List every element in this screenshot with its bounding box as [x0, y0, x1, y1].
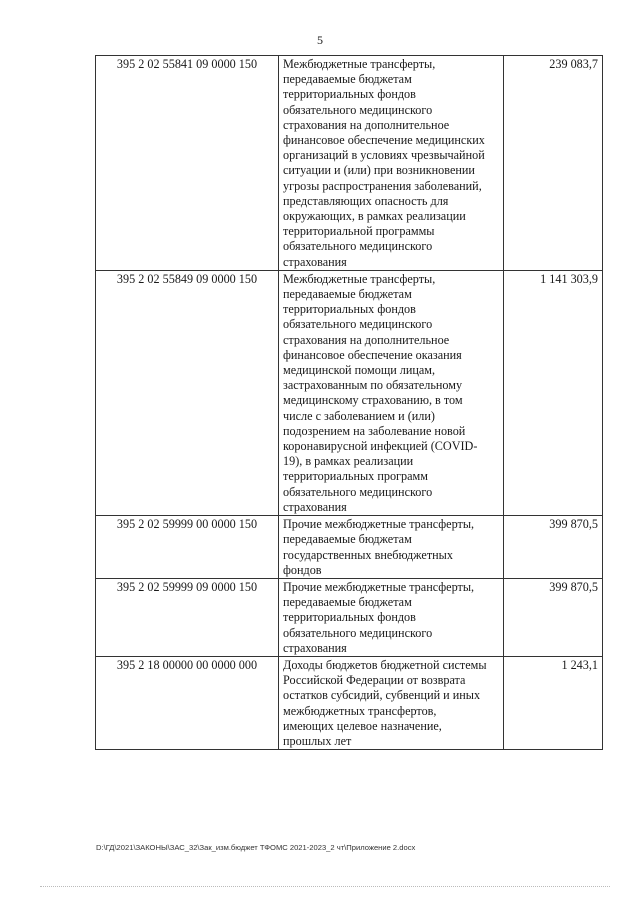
description-line: подозрением на заболевание новой	[283, 423, 466, 438]
amount-cell: 399 870,5	[504, 516, 603, 579]
description-line: числе с заболеванием и (или)	[283, 408, 435, 423]
table-body	[96, 56, 603, 750]
description-line: ситуации и (или) при возникновении	[283, 163, 475, 178]
description-line: передаваемые бюджетам	[283, 72, 412, 87]
description-line: обязательного медицинского	[283, 239, 433, 254]
description-line: страхования на дополнительное	[283, 117, 450, 132]
page-number: 5	[317, 33, 323, 47]
description-line: обязательного медицинского	[283, 484, 433, 499]
description-line: территориальной программы	[283, 224, 435, 239]
description-line: имеющих целевое назначение,	[283, 718, 442, 733]
description-cell	[279, 56, 504, 271]
description-line: территориальных программ	[283, 469, 428, 484]
amount-cell: 239 083,7	[504, 56, 603, 271]
description-cell	[279, 578, 504, 656]
description-cell	[279, 270, 504, 515]
description-line: представляющих опасность для	[283, 193, 449, 208]
description-line: коронавирусной инфекцией (COVID-	[283, 439, 478, 454]
description-line: страхования	[283, 499, 347, 514]
description-line: Российской Федерации от возврата	[283, 673, 466, 688]
description-line: передаваемые бюджетам	[283, 595, 412, 610]
budget-table	[95, 55, 603, 750]
description-line: медицинскому страхованию, в том	[283, 393, 463, 408]
description-line: Доходы бюджетов бюджетной системы	[283, 657, 487, 672]
description-line: страхования на дополнительное	[283, 332, 450, 347]
description-line: передаваемые бюджетам	[283, 532, 412, 547]
description-line: обязательного медицинского	[283, 102, 433, 117]
classification-code-cell: 395 2 02 59999 00 0000 150	[96, 516, 279, 579]
description-line: медицинской помощи лицам,	[283, 363, 436, 378]
description-line: обязательного медицинского	[283, 625, 433, 640]
description-cell	[279, 516, 504, 579]
description-line: финансовое обеспечение оказания	[283, 347, 462, 362]
description-line: государственных внебюджетных	[283, 547, 453, 562]
description-line: 19), в рамках реализации	[283, 454, 414, 469]
description-line: Прочие межбюджетные трансферты,	[283, 579, 475, 594]
description-line: окружающих, в рамках реализации	[283, 209, 466, 224]
description-line: прошлых лет	[283, 733, 352, 748]
description-line: страхования	[283, 254, 347, 269]
description-line: страхования	[283, 640, 347, 655]
classification-code-cell: 395 2 18 00000 00 0000 000	[96, 656, 279, 749]
description-line: Межбюджетные трансферты,	[283, 57, 436, 71]
classification-code-cell: 395 2 02 55841 09 0000 150	[96, 56, 279, 271]
table-row	[96, 656, 603, 749]
description-line: фондов	[283, 562, 322, 577]
description-cell	[279, 656, 504, 749]
description-line: угрозы распространения заболеваний,	[283, 178, 482, 193]
table-row	[96, 578, 603, 656]
amount-cell: 1 141 303,9	[504, 270, 603, 515]
scan-artifact-line	[40, 886, 610, 887]
amount-cell: 399 870,5	[504, 578, 603, 656]
description-line: Межбюджетные трансферты,	[283, 271, 436, 286]
table-row	[96, 270, 603, 515]
footer-file-path: D:\ГД\2021\ЗАКОНЫ\ЗАС_32\Зак_изм.бюджет ТФОМС 2021-2023_2 чт\Приложение 2.docx	[96, 843, 416, 852]
table-row	[96, 56, 603, 271]
classification-code-cell: 395 2 02 59999 09 0000 150	[96, 578, 279, 656]
description-line: межбюджетных трансфертов,	[283, 703, 437, 718]
classification-code-cell: 395 2 02 55849 09 0000 150	[96, 270, 279, 515]
description-line: Прочие межбюджетные трансферты,	[283, 517, 475, 532]
description-line: передаваемые бюджетам	[283, 287, 412, 302]
description-line: обязательного медицинского	[283, 317, 433, 332]
description-line: территориальных фондов	[283, 302, 416, 317]
description-line: остатков субсидий, субвенций и иных	[283, 688, 481, 703]
description-line: финансовое обеспечение медицинских	[283, 133, 485, 148]
amount-cell: 1 243,1	[504, 656, 603, 749]
description-line: территориальных фондов	[283, 87, 416, 102]
description-line: застрахованным по обязательному	[283, 378, 463, 393]
description-line: организаций в условиях чрезвычайной	[283, 148, 485, 163]
table-row	[96, 516, 603, 579]
description-line: территориальных фондов	[283, 610, 416, 625]
